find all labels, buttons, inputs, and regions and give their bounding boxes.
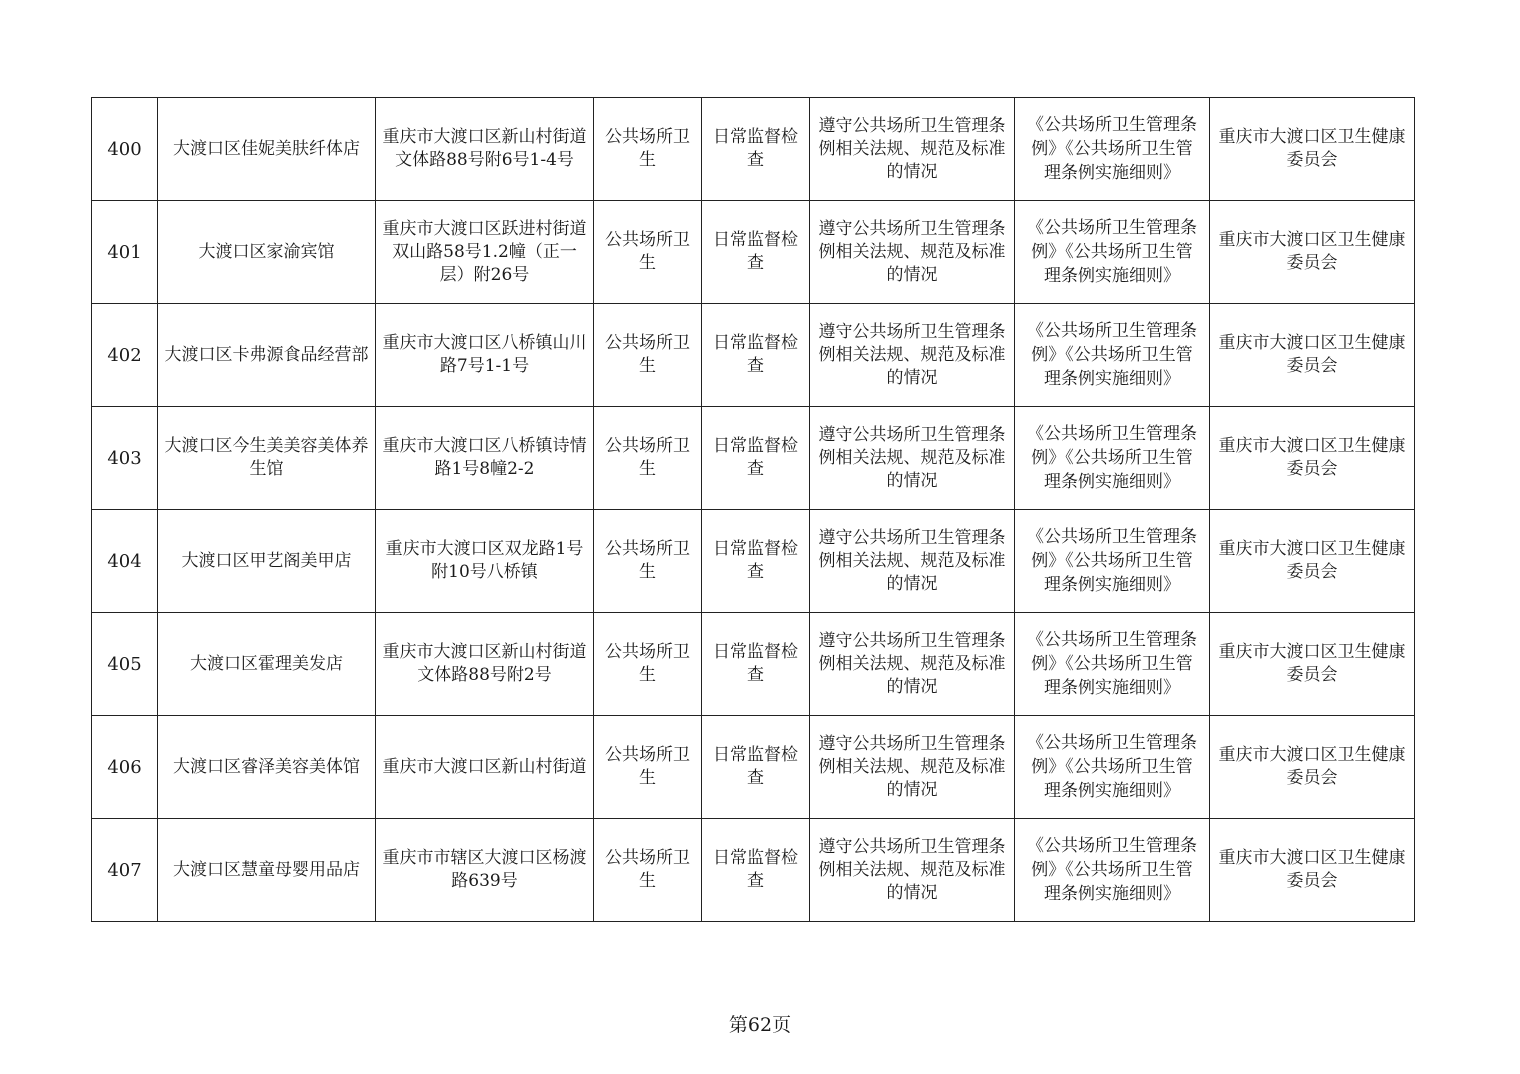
- inspection-content: 遵守公共场所卫生管理条例相关法规、规范及标准的情况: [810, 819, 1015, 922]
- responsible-agency: 重庆市大渡口区卫生健康委员会: [1210, 716, 1415, 819]
- table-row: [92, 201, 1415, 304]
- row-number: 402: [92, 304, 158, 407]
- row-number: 406: [92, 716, 158, 819]
- responsible-agency: 重庆市大渡口区卫生健康委员会: [1210, 407, 1415, 510]
- business-name: 大渡口区霍理美发店: [158, 613, 376, 716]
- business-address: 重庆市大渡口区新山村街道文体路88号附2号: [376, 613, 594, 716]
- business-address: 重庆市大渡口区新山村街道: [376, 716, 594, 819]
- inspection-category: 公共场所卫生: [594, 819, 702, 922]
- table-row: [92, 613, 1415, 716]
- business-address: 重庆市市辖区大渡口区杨渡路639号: [376, 819, 594, 922]
- responsible-agency: 重庆市大渡口区卫生健康委员会: [1210, 613, 1415, 716]
- inspection-content: 遵守公共场所卫生管理条例相关法规、规范及标准的情况: [810, 407, 1015, 510]
- business-name: 大渡口区卡弗源食品经营部: [158, 304, 376, 407]
- business-name: 大渡口区佳妮美肤纤体店: [158, 98, 376, 201]
- business-name: 大渡口区今生美美容美体养生馆: [158, 407, 376, 510]
- responsible-agency: 重庆市大渡口区卫生健康委员会: [1210, 510, 1415, 613]
- legal-basis: 《公共场所卫生管理条例》《公共场所卫生管理条例实施细则》: [1015, 407, 1210, 510]
- row-number: 401: [92, 201, 158, 304]
- legal-basis: 《公共场所卫生管理条例》《公共场所卫生管理条例实施细则》: [1015, 201, 1210, 304]
- row-number: 400: [92, 98, 158, 201]
- business-name: 大渡口区睿泽美容美体馆: [158, 716, 376, 819]
- inspection-category: 公共场所卫生: [594, 304, 702, 407]
- responsible-agency: 重庆市大渡口区卫生健康委员会: [1210, 304, 1415, 407]
- legal-basis: 《公共场所卫生管理条例》《公共场所卫生管理条例实施细则》: [1015, 98, 1210, 201]
- legal-basis: 《公共场所卫生管理条例》《公共场所卫生管理条例实施细则》: [1015, 304, 1210, 407]
- responsible-agency: 重庆市大渡口区卫生健康委员会: [1210, 819, 1415, 922]
- table-row: [92, 98, 1415, 201]
- responsible-agency: 重庆市大渡口区卫生健康委员会: [1210, 98, 1415, 201]
- inspection-type: 日常监督检查: [702, 819, 810, 922]
- business-name: 大渡口区甲艺阁美甲店: [158, 510, 376, 613]
- legal-basis: 《公共场所卫生管理条例》《公共场所卫生管理条例实施细则》: [1015, 716, 1210, 819]
- inspection-type: 日常监督检查: [702, 407, 810, 510]
- inspection-category: 公共场所卫生: [594, 407, 702, 510]
- inspection-content: 遵守公共场所卫生管理条例相关法规、规范及标准的情况: [810, 98, 1015, 201]
- inspection-category: 公共场所卫生: [594, 716, 702, 819]
- inspection-type: 日常监督检查: [702, 716, 810, 819]
- row-number: 404: [92, 510, 158, 613]
- inspection-category: 公共场所卫生: [594, 201, 702, 304]
- inspection-type: 日常监督检查: [702, 510, 810, 613]
- inspection-type: 日常监督检查: [702, 613, 810, 716]
- table-row: [92, 510, 1415, 613]
- business-name: 大渡口区家渝宾馆: [158, 201, 376, 304]
- row-number: 407: [92, 819, 158, 922]
- inspection-table: [91, 97, 1415, 922]
- table-row: [92, 819, 1415, 922]
- inspection-content: 遵守公共场所卫生管理条例相关法规、规范及标准的情况: [810, 201, 1015, 304]
- inspection-category: 公共场所卫生: [594, 98, 702, 201]
- table-row: [92, 716, 1415, 819]
- row-number: 403: [92, 407, 158, 510]
- inspection-type: 日常监督检查: [702, 201, 810, 304]
- inspection-category: 公共场所卫生: [594, 613, 702, 716]
- business-address: 重庆市大渡口区新山村街道文体路88号附6号1-4号: [376, 98, 594, 201]
- inspection-content: 遵守公共场所卫生管理条例相关法规、规范及标准的情况: [810, 613, 1015, 716]
- inspection-type: 日常监督检查: [702, 98, 810, 201]
- table-row: [92, 304, 1415, 407]
- page-number: 第62页: [728, 1014, 792, 1036]
- business-name: 大渡口区慧童母婴用品店: [158, 819, 376, 922]
- legal-basis: 《公共场所卫生管理条例》《公共场所卫生管理条例实施细则》: [1015, 613, 1210, 716]
- legal-basis: 《公共场所卫生管理条例》《公共场所卫生管理条例实施细则》: [1015, 819, 1210, 922]
- legal-basis: 《公共场所卫生管理条例》《公共场所卫生管理条例实施细则》: [1015, 510, 1210, 613]
- inspection-type: 日常监督检查: [702, 304, 810, 407]
- business-address: 重庆市大渡口区八桥镇山川路7号1-1号: [376, 304, 594, 407]
- inspection-content: 遵守公共场所卫生管理条例相关法规、规范及标准的情况: [810, 716, 1015, 819]
- table-row: [92, 407, 1415, 510]
- business-address: 重庆市大渡口区跃进村街道双山路58号1.2幢（正一层）附26号: [376, 201, 594, 304]
- inspection-content: 遵守公共场所卫生管理条例相关法规、规范及标准的情况: [810, 510, 1015, 613]
- inspection-category: 公共场所卫生: [594, 510, 702, 613]
- business-address: 重庆市大渡口区八桥镇诗情路1号8幢2-2: [376, 407, 594, 510]
- inspection-content: 遵守公共场所卫生管理条例相关法规、规范及标准的情况: [810, 304, 1015, 407]
- responsible-agency: 重庆市大渡口区卫生健康委员会: [1210, 201, 1415, 304]
- table-body: [92, 98, 1415, 922]
- business-address: 重庆市大渡口区双龙路1号附10号八桥镇: [376, 510, 594, 613]
- row-number: 405: [92, 613, 158, 716]
